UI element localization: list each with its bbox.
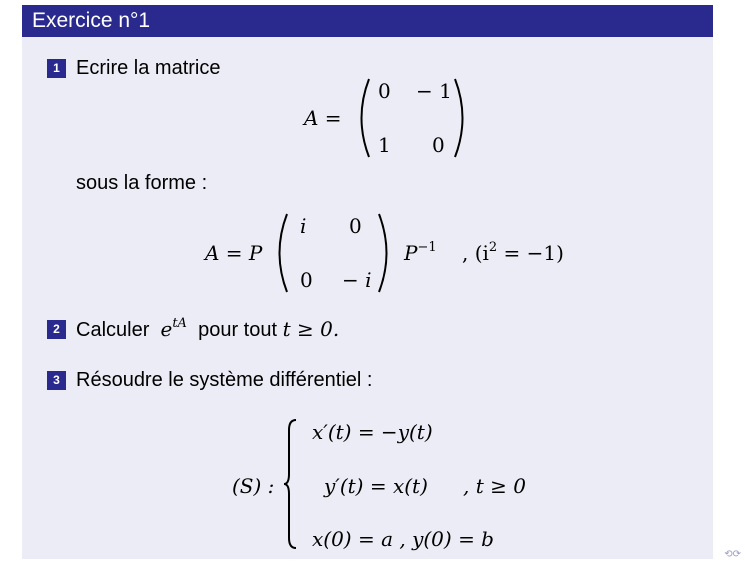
matrix-a-lhs: A = [304,106,342,130]
system-eq2-condition: , t ≥ 0 [463,474,526,498]
system-brace [283,418,299,550]
condition-start: , (i [462,241,489,265]
item-2-text-before: Calculer [76,319,150,341]
matrix-a-cell-11: 0 [378,79,391,103]
p-inverse-exponent: −1 [417,240,437,255]
system-eq2: y′(t) = x(t) [324,474,428,498]
item-number-2: 2 [47,320,66,339]
system-label: (S) : [232,474,275,498]
factor-left-paren [270,212,290,294]
item-1-text: Ecrire la matrice [76,57,221,79]
item-2-line [76,317,339,345]
matrix-a-cell-22: 0 [432,133,445,157]
title-bar [22,5,713,37]
condition-exponent: 2 [488,240,498,255]
i-squared-condition [462,241,564,269]
navigation-symbols[interactable]: ⟲⟳ [724,549,741,560]
factor-cell-21: 0 [300,268,313,292]
matrix-a-left-paren [352,77,372,159]
matrix-a-cell-21: 1 [378,133,391,157]
sous-la-forme-text: sous la forme : [76,172,208,194]
item-number-3: 3 [47,371,66,390]
matrix-a-cell-12: − 1 [416,79,452,103]
factor-right-paren [376,212,396,294]
t-condition: t ≥ 0. [282,317,340,341]
exp-base: e [160,317,173,341]
item-number-1: 1 [47,59,66,78]
matrix-a-right-paren [452,77,472,159]
item-3-text: Résoudre le système différentiel : [76,369,373,391]
item-2-text-middle: pour tout [198,319,278,341]
slide-title: Exercice n°1 [32,9,151,32]
factor-cell-12: 0 [349,214,362,238]
factor-cell-22: − i [342,268,372,292]
factorization-lhs: A = P [205,241,263,265]
condition-end: = −1) [497,241,564,265]
system-eq1: x′(t) = −y(t) [312,420,433,444]
p-inverse-base: P [404,241,418,265]
p-inverse [404,241,437,269]
factor-cell-11: i [300,214,307,238]
system-eq3: x(0) = a , y(0) = b [312,527,494,551]
exp-exponent: tA [172,316,187,331]
